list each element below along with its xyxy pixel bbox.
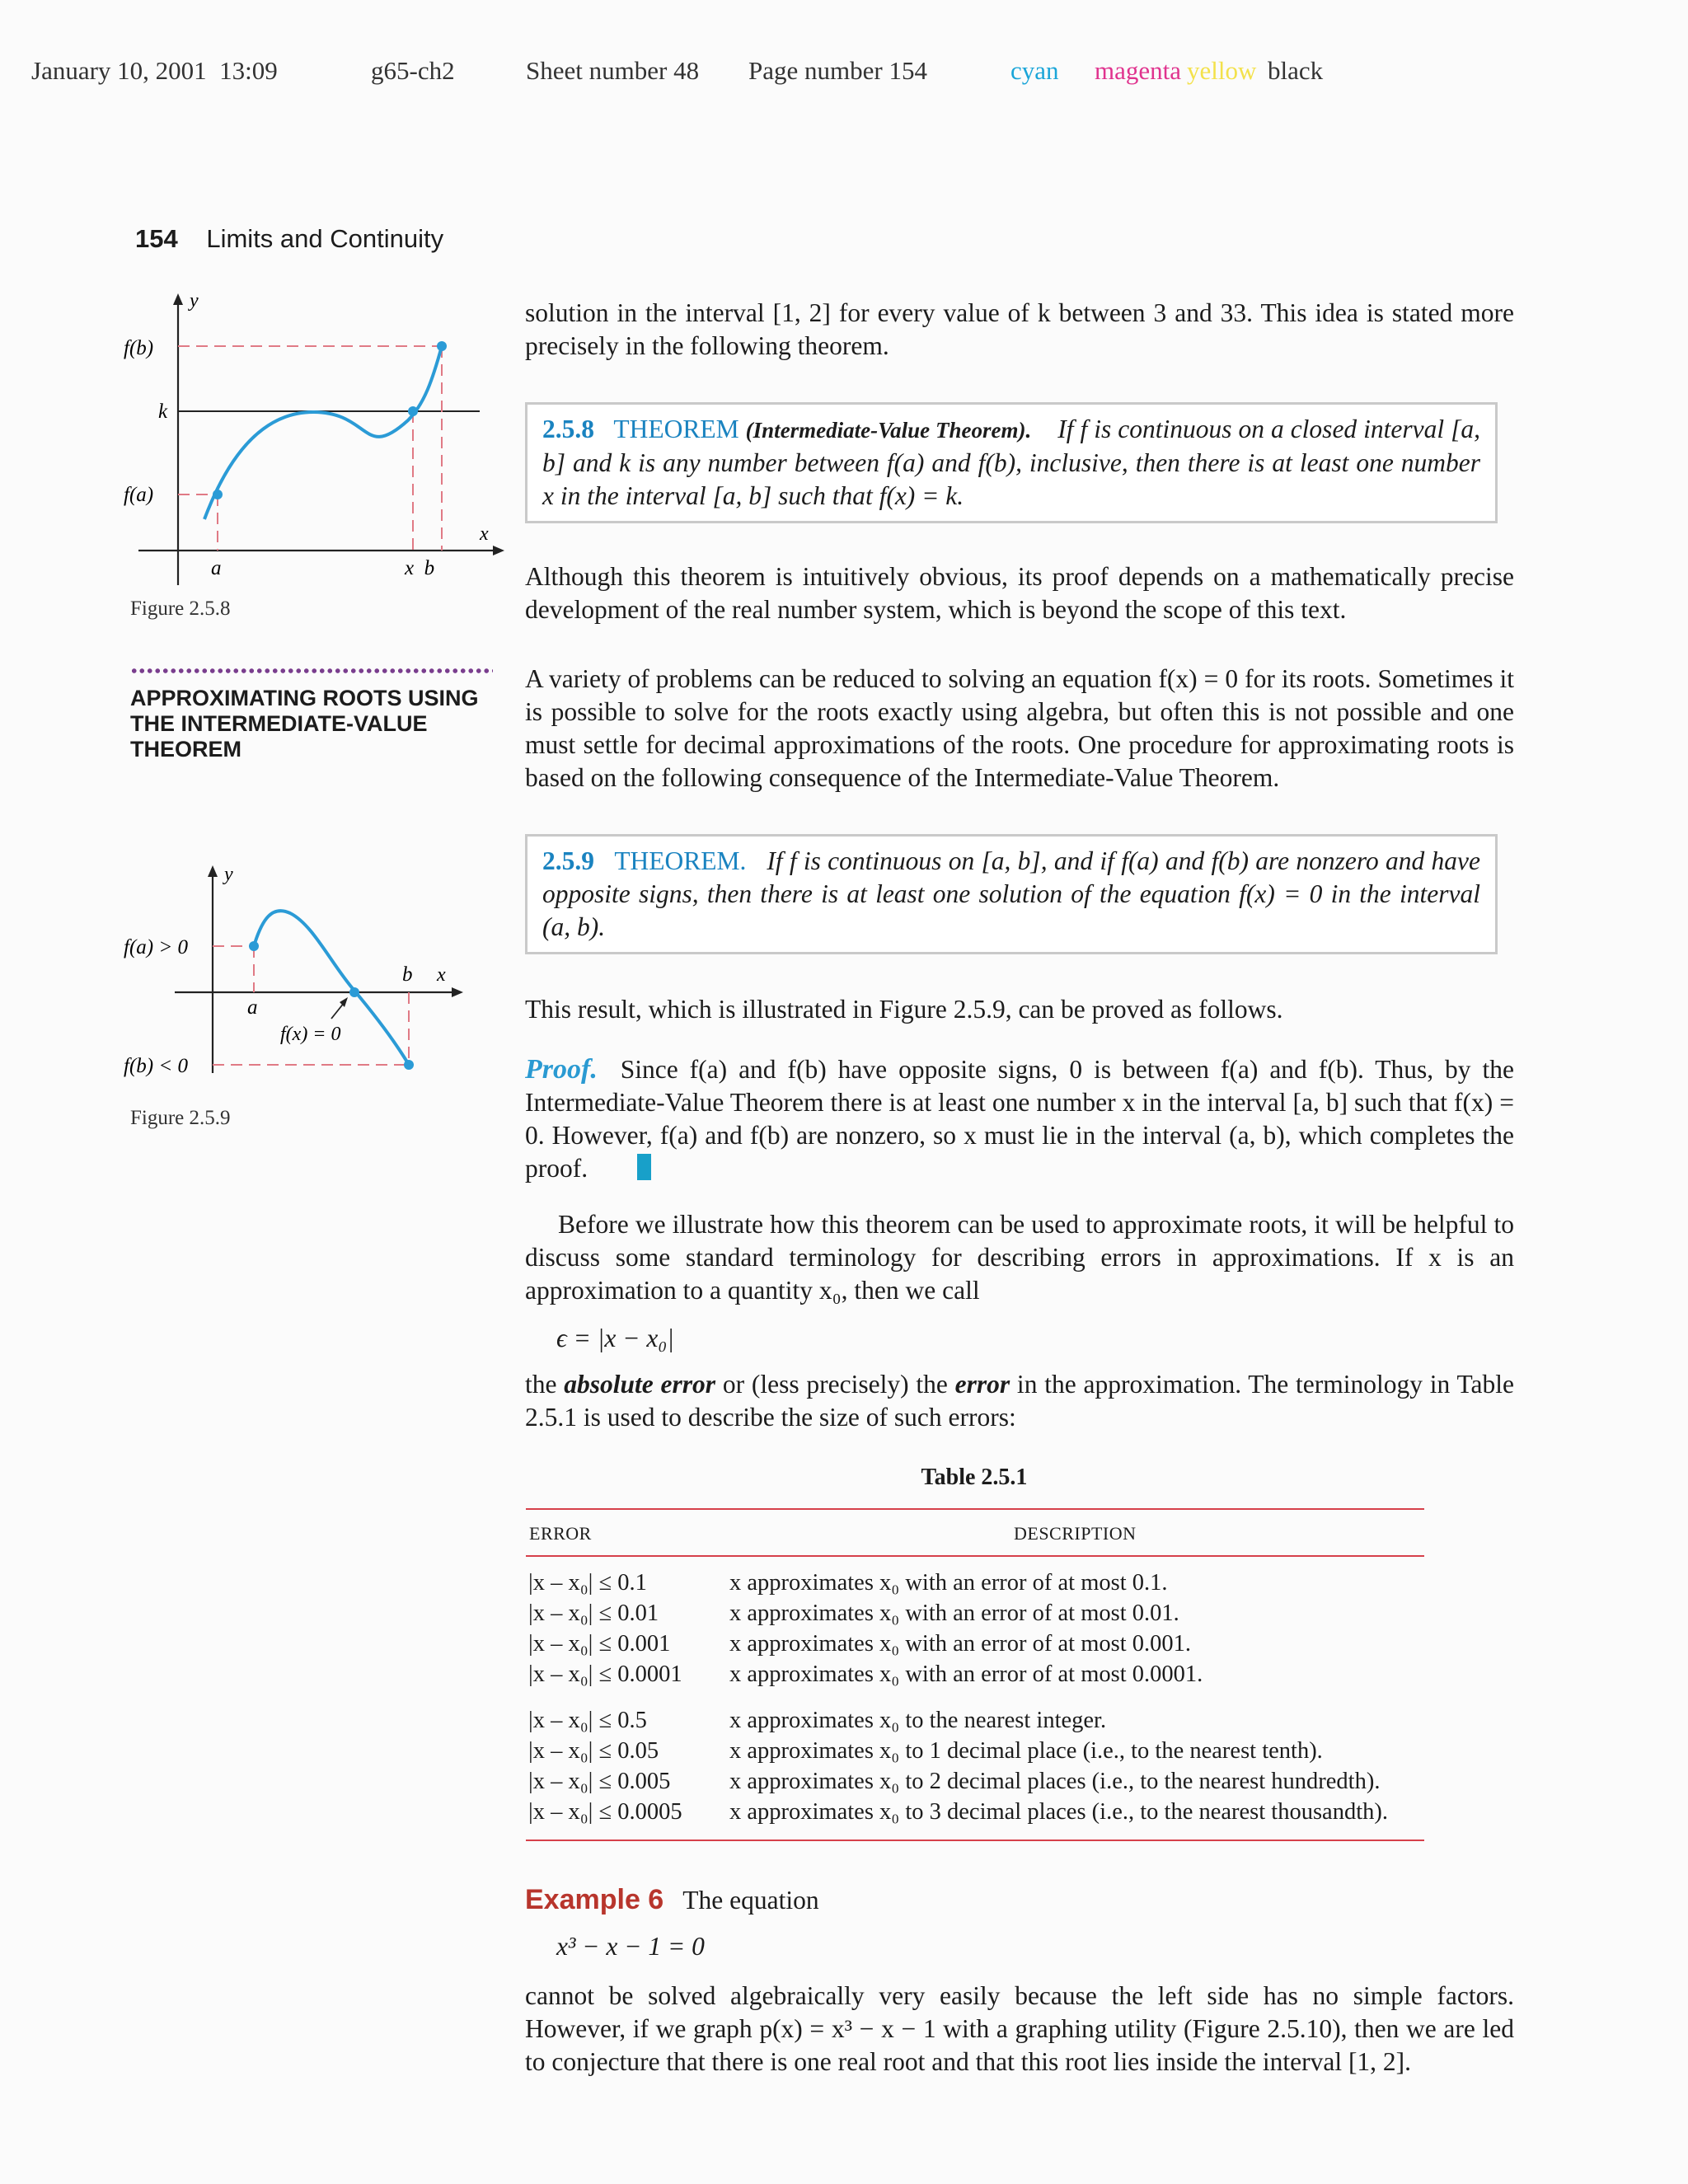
label-fb-negative: f(b) < 0 xyxy=(124,1055,188,1077)
print-slug-header xyxy=(31,56,1432,89)
guide-lines xyxy=(213,946,409,1065)
table-bottom-rule xyxy=(526,1840,1424,1841)
slug-file: g65-ch2 xyxy=(371,56,455,85)
theorem-2-5-9-box xyxy=(525,834,1498,954)
table-cell-description: x approximates x₀ with an error of at most 0.1. xyxy=(729,1570,1168,1596)
label-a: a xyxy=(247,996,258,1019)
figure-2-5-9-caption: Figure 2.5.9 xyxy=(130,1107,231,1129)
guide-lines xyxy=(178,346,442,551)
paragraph-absolute-error: the absolute error or (less precisely) the error in the approximation. The terminology in Table 2.5.1 is used to describe the size of such errors: xyxy=(525,1370,1515,1432)
paragraph-error-terminology: Before we illustrate how this theorem can be used to approximate roots, it will be helpful to discuss some standard terminology for describing errors in approximations. If x is an approximation to a quantity x₀, then we call xyxy=(525,1210,1514,1305)
table-header-description: DESCRIPTION xyxy=(1014,1523,1137,1544)
slug-color-yellow: yellow xyxy=(1187,56,1257,85)
example-heading xyxy=(525,1883,1514,1917)
slug-date: January 10, 2001 13:09 xyxy=(31,56,278,85)
theorem-statement: If f is continuous on a closed interval [a, b] and k is any number between f(a) and f(b), inclusive, then there is at least one number x in the interval [a, b] such that f(x) = k. xyxy=(542,415,1481,510)
table-cell-error: |x – x₀| ≤ 0.05 xyxy=(528,1738,659,1764)
term-error: error xyxy=(954,1370,1010,1399)
slug-color-black: black xyxy=(1268,56,1324,85)
section-heading: APPROXIMATING ROOTS USING THE INTERMEDIATE-VALUE THEOREM xyxy=(130,686,479,762)
label-y: y xyxy=(224,864,233,885)
chapter-title: Limits and Continuity xyxy=(206,224,444,253)
label-fx-zero: f(x) = 0 xyxy=(280,1024,341,1045)
label-b: b xyxy=(402,963,413,986)
table-cell-description: x approximates x₀ with an error of at most 0.01. xyxy=(729,1601,1179,1626)
proof-text: Since f(a) and f(b) have opposite signs, 0 is between f(a) and f(b). Thus, by the Intermediate-Value Theorem there is at least one number x in the interval [a, b] such that f(x) = 0. However, f(a) and f(b) are nonzero, so x must lie in the interval (a, b), which completes the proof. xyxy=(525,1055,1514,1183)
table-cell-error: |x – x₀| ≤ 0.01 xyxy=(528,1601,659,1626)
term-absolute-error: absolute error xyxy=(564,1370,716,1399)
slug-sheet: Sheet number 48 xyxy=(526,56,700,85)
theorem-label: THEOREM. xyxy=(614,846,747,875)
table-cell-error: |x – x₀| ≤ 0.5 xyxy=(528,1708,647,1733)
equation-absolute-error: ϵ = |x − x₀| xyxy=(556,1324,674,1352)
point-x xyxy=(408,406,418,416)
example-text: cannot be solved algebraically very easily because the left side has no simple factors. However, if we graph p(x) = x³ − x − 1 with a graphing utility (Figure 2.5.10), then we are led to conjecture that there is one real root and that this root lies inside the interval [1, 2]. xyxy=(525,1981,1514,2076)
figure-2-5-8 xyxy=(124,288,511,593)
table-cell-error: |x – x₀| ≤ 0.0005 xyxy=(528,1799,682,1825)
page-number: 154 xyxy=(135,224,178,253)
example-equation: x³ − x − 1 = 0 xyxy=(556,1932,705,1961)
slug-page: Page number 154 xyxy=(748,56,927,85)
paragraph-root-approximation: A variety of problems can be reduced to solving an equation f(x) = 0 for its roots. Sometimes it is possible to solve for the roots exactly using algebra, but often this is not possible and one must settle for decimal approximations of the roots. One procedure for approximating roots is based on the following consequence of the Intermediate-Value Theorem. xyxy=(525,664,1514,792)
table-cell-error: |x – x₀| ≤ 0.001 xyxy=(528,1631,671,1657)
curve-f xyxy=(204,346,442,519)
x-axis-arrow xyxy=(452,987,463,997)
example-label: Example 6 xyxy=(525,1884,664,1915)
table-cell-description: x approximates x₀ to 2 decimal places (i.e., to the nearest hundredth). xyxy=(729,1769,1381,1794)
figure-2-5-9 xyxy=(124,857,486,1080)
label-fb: f(b) xyxy=(124,337,154,359)
theorem-statement: If f is continuous on [a, b], and if f(a) and f(b) are nonzero and have opposite signs, then there is at least one solution of the equation f(x) = 0 in the interval (a, b). xyxy=(542,846,1481,941)
example-intro: The equation xyxy=(682,1886,819,1915)
table-top-rule xyxy=(526,1508,1424,1510)
point-a xyxy=(249,941,259,951)
slug-color-magenta: magenta xyxy=(1095,56,1182,85)
table-cell-error: |x – x₀| ≤ 0.005 xyxy=(528,1769,671,1794)
theorem-label: THEOREM xyxy=(613,415,739,443)
paragraph-illustration-note: This result, which is illustrated in Figure 2.5.9, can be proved as follows. xyxy=(525,995,1283,1024)
label-y: y xyxy=(190,290,199,312)
running-head xyxy=(135,224,443,254)
theorem-number: 2.5.8 xyxy=(542,415,594,443)
label-x-axis: x xyxy=(437,964,446,986)
point-b xyxy=(437,341,447,351)
end-of-proof-marker xyxy=(637,1154,651,1180)
table-cell-error: |x – x₀| ≤ 0.0001 xyxy=(528,1661,682,1687)
figure-2-5-8-caption: Figure 2.5.8 xyxy=(130,598,231,620)
y-axis-arrow xyxy=(208,865,218,877)
label-a: a xyxy=(211,557,222,579)
section-divider-dots xyxy=(130,668,493,674)
slug-color-cyan: cyan xyxy=(1010,56,1059,85)
table-cell-description: x approximates x₀ to 3 decimal places (i.e., to the nearest thousandth). xyxy=(729,1799,1388,1825)
paragraph-intro: solution in the interval [1, 2] for every value of k between 3 and 33. This idea is stated more precisely in the following theorem. xyxy=(525,298,1514,360)
point-root xyxy=(349,987,359,997)
label-fa-positive: f(a) > 0 xyxy=(124,936,188,958)
y-axis-arrow xyxy=(173,293,183,305)
proof-label: Proof. xyxy=(525,1054,598,1085)
table-cell-description: x approximates x₀ to the nearest integer. xyxy=(729,1708,1107,1733)
paragraph-proof-scope: Although this theorem is intuitively obvious, its proof depends on a mathematically precise development of the real number system, which is beyond the scope of this text. xyxy=(525,562,1514,624)
label-x-axis: x xyxy=(480,523,489,545)
point-b xyxy=(404,1060,414,1070)
theorem-2-5-8-box xyxy=(525,402,1498,523)
theorem-name: (Intermediate-Value Theorem). xyxy=(745,418,1032,443)
table-cell-description: x approximates x₀ with an error of at most 0.0001. xyxy=(729,1661,1203,1687)
table-header-rule xyxy=(526,1555,1424,1557)
x-axis-arrow xyxy=(493,546,504,555)
point-a xyxy=(213,490,223,499)
table-cell-description: x approximates x₀ with an error of at most 0.001. xyxy=(729,1631,1192,1657)
label-k: k xyxy=(158,401,168,423)
table-cell-description: x approximates x₀ to 1 decimal place (i.e., to the nearest tenth). xyxy=(729,1738,1323,1764)
theorem-number: 2.5.9 xyxy=(542,846,594,875)
proof-block xyxy=(525,1053,1514,1185)
table-cell-error: |x – x₀| ≤ 0.1 xyxy=(528,1570,647,1596)
label-x-b: x b xyxy=(405,557,435,579)
table-header-error: ERROR xyxy=(529,1523,592,1544)
table-title: Table 2.5.1 xyxy=(921,1465,1028,1490)
label-fa: f(a) xyxy=(124,484,154,506)
